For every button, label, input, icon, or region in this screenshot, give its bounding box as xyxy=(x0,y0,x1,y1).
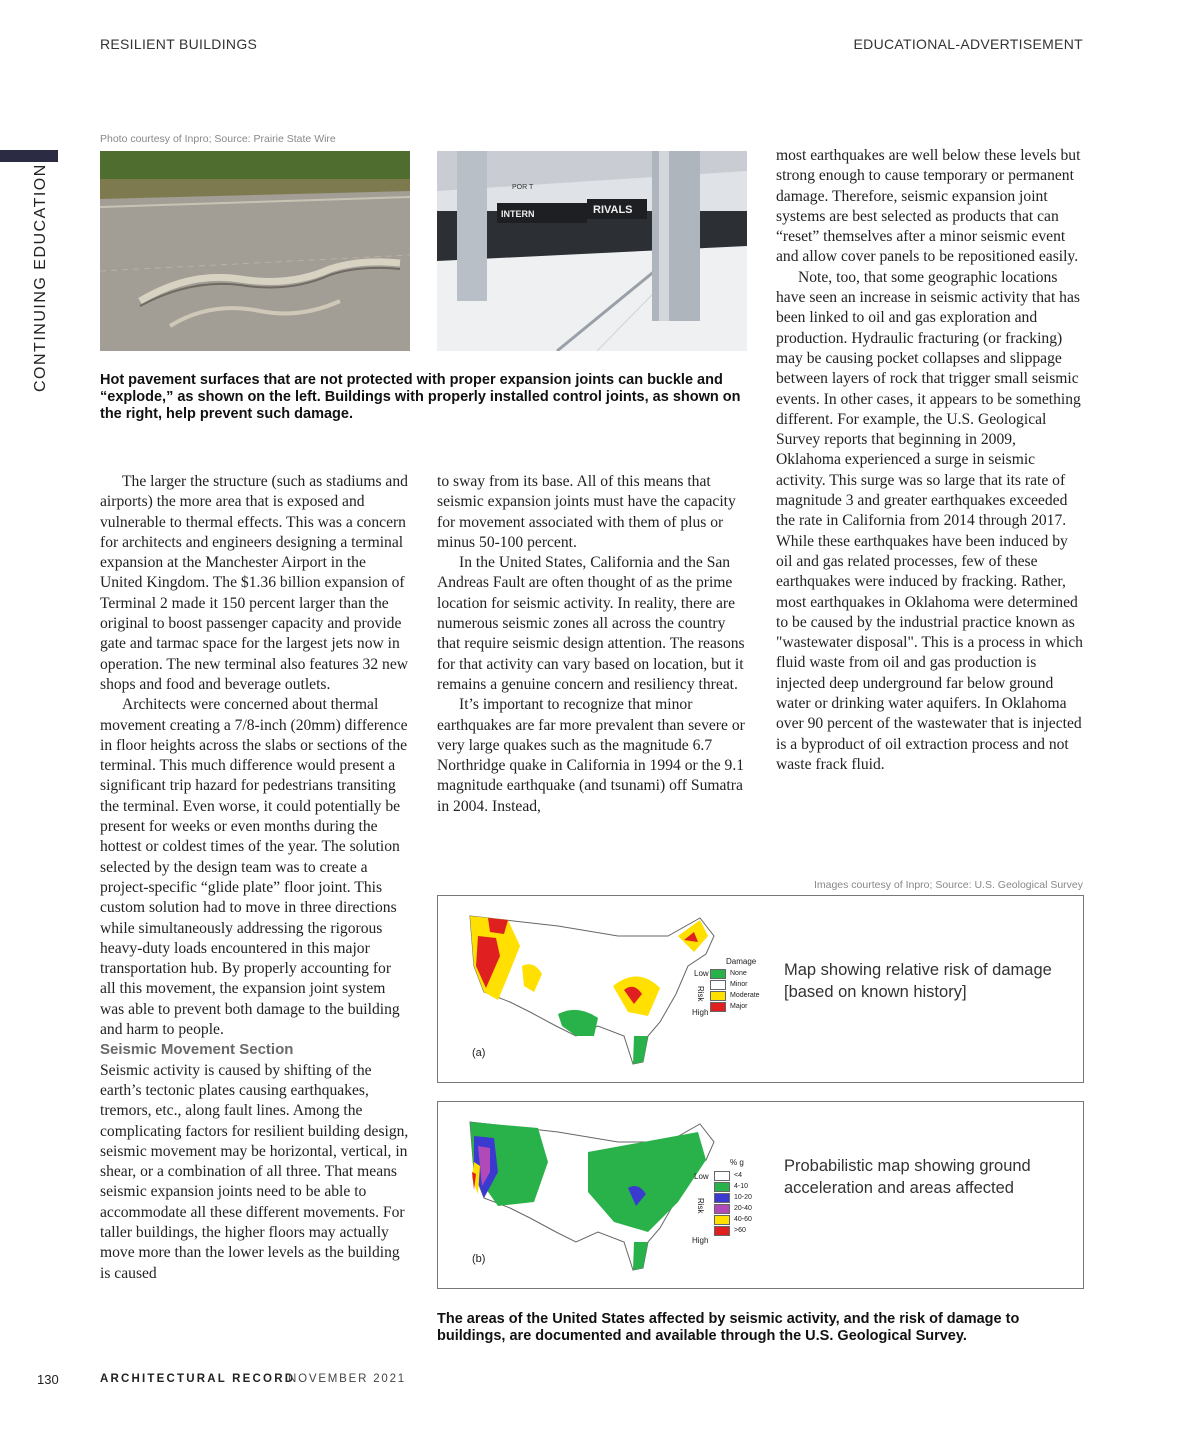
legend-item xyxy=(714,1225,752,1236)
terminal-interior-illustration xyxy=(437,151,747,351)
col3-paragraph-2: Note, too, that some geographic locations have seen an increase in seismic activity that has been linked to oil and gas exploration and production. Hydraulic fracturing (or fracking) may be causing pocket collapses and slippage between layers of rock that trigger small seismic events. In other cases, it appears to be something different. For example, the U.S. Geological Survey reports that beginning in 2009, Oklahoma experienced a surge in seismic activity. This surge was so large that its rate of magnitude 3 and greater earthquakes exceeded the rate in California from 2014 through 2017. While these earthquakes have been induced by oil and gas related processes, few of these earthquakes were induced by fracking. Rather, most earthquakes in Oklahoma were determined to be caused by the industrial practice known as "wastewater disposal". This is a process in which fluid waste from oil and gas production is injected deep underground far below ground water or drinking water aquifers. In Oklahoma over 90 percent of the wastewater that is injected is a byproduct of oil extraction process and not waste frack fluid. xyxy=(776,268,1083,773)
legend-swatch xyxy=(714,1215,730,1225)
map-b-title xyxy=(784,1155,1031,1199)
text-column-3 xyxy=(776,146,1084,775)
legend-item xyxy=(714,1203,752,1214)
sidebar-accent-bar xyxy=(0,150,58,162)
legend-swatch xyxy=(714,1193,730,1203)
buckled-pavement-photo xyxy=(100,151,410,351)
running-header-section: RESILIENT BUILDINGS xyxy=(100,36,258,52)
map-a-title-line-2: [based on known history] xyxy=(784,983,967,1001)
map-b-label: (b) xyxy=(472,1253,486,1265)
legend-label: 40-60 xyxy=(734,1216,752,1223)
map-a-legend-high: High xyxy=(692,1008,709,1017)
legend-item xyxy=(710,990,760,1001)
legend-swatch xyxy=(714,1182,730,1192)
maps-caption: The areas of the United States affected by seismic activity, and the risk of damage to buildings, are documented and available through the U.S. Geological Survey. xyxy=(437,1311,1020,1344)
legend-swatch xyxy=(714,1226,730,1236)
legend-swatch xyxy=(710,991,726,1001)
legend-item xyxy=(710,968,760,979)
map-a-legend-low: Low xyxy=(694,969,709,978)
legend-label: 20-40 xyxy=(734,1205,752,1212)
photo-caption: Hot pavement surfaces that are not protected with proper expansion joints can buckle and “explode,” as shown on the left. Buildings with properly installed control joints, as shown on the right, help prevent such damage. xyxy=(100,372,741,422)
legend-label: >60 xyxy=(734,1227,746,1234)
map-b-legend xyxy=(714,1170,752,1236)
map-a-legend xyxy=(710,968,760,1012)
terminal-sign-right: RIVALS xyxy=(593,204,633,216)
col1-paragraph-1: The larger the structure (such as stadiums and airports) the more area that is exposed and vulnerable to thermal effects. This was a concern for architects and engineers designing a terminal expansion at the Manchester Airport in the United Kingdom. The $1.36 billion expansion of Terminal 2 made it 150 percent larger than the original to boost passenger capacity and provide gate and tarmac space for the largest jets now in operation. The new terminal also features 32 new shops and food and beverage outlets. xyxy=(100,473,409,693)
legend-item xyxy=(710,979,760,990)
legend-item xyxy=(714,1192,752,1203)
map-a-title xyxy=(784,959,1052,1003)
map-b-legend-axis: Risk xyxy=(696,1198,705,1214)
legend-swatch xyxy=(710,1002,726,1012)
legend-item xyxy=(714,1214,752,1225)
legend-label: Minor xyxy=(730,981,748,988)
running-header-label: EDUCATIONAL-ADVERTISEMENT xyxy=(853,36,1083,52)
legend-label: Major xyxy=(730,1003,748,1010)
col1-paragraph-3: Seismic activity is caused by shifting of the earth’s tectonic plates causing earthquakes, tremors, etc., along fault lines. Among the complicating factors for resilient building design, seismic movement may be horizontal, vertical, in shear, or a combination of all three. That means seismic expansion joints need to be able to accommodate all these different movements. For taller buildings, the higher floors may actually move more than the lower levels as the building is caused xyxy=(100,1061,409,1282)
legend-swatch xyxy=(710,969,726,979)
magazine-name: ARCHITECTURAL RECORD xyxy=(100,1373,296,1385)
legend-label: 4-10 xyxy=(734,1183,749,1190)
text-column-1 xyxy=(100,472,410,1284)
legend-swatch xyxy=(714,1204,730,1214)
section-subhead: Seismic Movement Section xyxy=(100,1041,294,1059)
maps-credit: Images courtesy of Inpro; Source: U.S. Geological Survey xyxy=(813,879,1083,891)
issue-date: NOVEMBER 2021 xyxy=(288,1373,406,1385)
text-column-2 xyxy=(437,472,747,817)
map-a-legend-title: Damage xyxy=(726,957,757,966)
map-b-legend-title: % g xyxy=(730,1158,744,1167)
map-a-legend-axis: Risk xyxy=(696,986,705,1002)
col2-paragraph-2: In the United States, California and the San Andreas Fault are often thought of as the prime location for seismic activity. In reality, there are numerous seismic zones all across the country that require seismic design attention. The reasons for that activity can vary based on location, but it remains a genuine concern and resiliency threat. xyxy=(437,554,745,693)
legend-label: None xyxy=(730,970,747,977)
buckled-pavement-illustration xyxy=(100,151,410,351)
terminal-interior-photo xyxy=(437,151,747,351)
ground-acceleration-map-panel xyxy=(437,1101,1084,1289)
col1-paragraph-2: Architects were concerned about thermal movement creating a 7/8-inch (20mm) difference in floor heights across the slabs or sections of the terminal. This much difference would present a significant trip hazard for pedestrians transiting the terminal. Even worse, it could potentially be present for weeks or even months during the hottest or coldest times of the year. The solution selected by the design team was to create a project-specific “glide plate” floor joint. This custom solution had to move in three directions while simultaneously addressing the rigorous heavy-duty loads encountered in this major transportation hub. By properly accounting for all this movement, the expansion joint system was able to prevent both damage to the building and harm to people. xyxy=(100,696,408,1039)
photo-credit: Photo courtesy of Inpro; Source: Prairie State Wire xyxy=(100,133,336,145)
page-number: 130 xyxy=(37,1372,59,1387)
legend-swatch xyxy=(710,980,726,990)
map-a-title-line-1: Map showing relative risk of damage xyxy=(784,961,1052,979)
col2-paragraph-3: It’s important to recognize that minor earthquakes are far more prevalent than severe or very large quakes such as the magnitude 6.7 Northridge quake in California in 1994 or the 9.1 magnitude earthquake (and tsunami) off Sumatra in 2004. Instead, xyxy=(437,696,745,815)
damage-risk-map-panel xyxy=(437,895,1084,1083)
col3-paragraph-1: most earthquakes are well below these levels but strong enough to cause temporary or permanent damage. Therefore, seismic expansion joint systems are best selected as products that can “reset” themselves after a minor seismic event and allow cover panels to be repositioned easily. xyxy=(776,147,1081,266)
map-a-label: (a) xyxy=(472,1047,486,1059)
legend-item xyxy=(710,1001,760,1012)
map-b-legend-low: Low xyxy=(694,1172,709,1181)
terminal-sign-top: POR T xyxy=(512,184,534,191)
legend-label: 10-20 xyxy=(734,1194,752,1201)
legend-swatch xyxy=(714,1171,730,1181)
col2-paragraph-1: to sway from its base. All of this means that seismic expansion joints must have the capacity for movement associated with them of plus or minus 50-100 percent. xyxy=(437,473,736,551)
map-b-legend-high: High xyxy=(692,1236,709,1245)
legend-label: Moderate xyxy=(730,992,760,999)
legend-label: <4 xyxy=(734,1172,742,1179)
map-b-title-line-2: acceleration and areas affected xyxy=(784,1179,1014,1197)
legend-item xyxy=(714,1170,752,1181)
legend-item xyxy=(714,1181,752,1192)
terminal-sign-left: INTERN xyxy=(501,209,535,219)
map-b-title-line-1: Probabilistic map showing ground xyxy=(784,1157,1031,1175)
sidebar-section-label: CONTINUING EDUCATION xyxy=(32,163,49,392)
